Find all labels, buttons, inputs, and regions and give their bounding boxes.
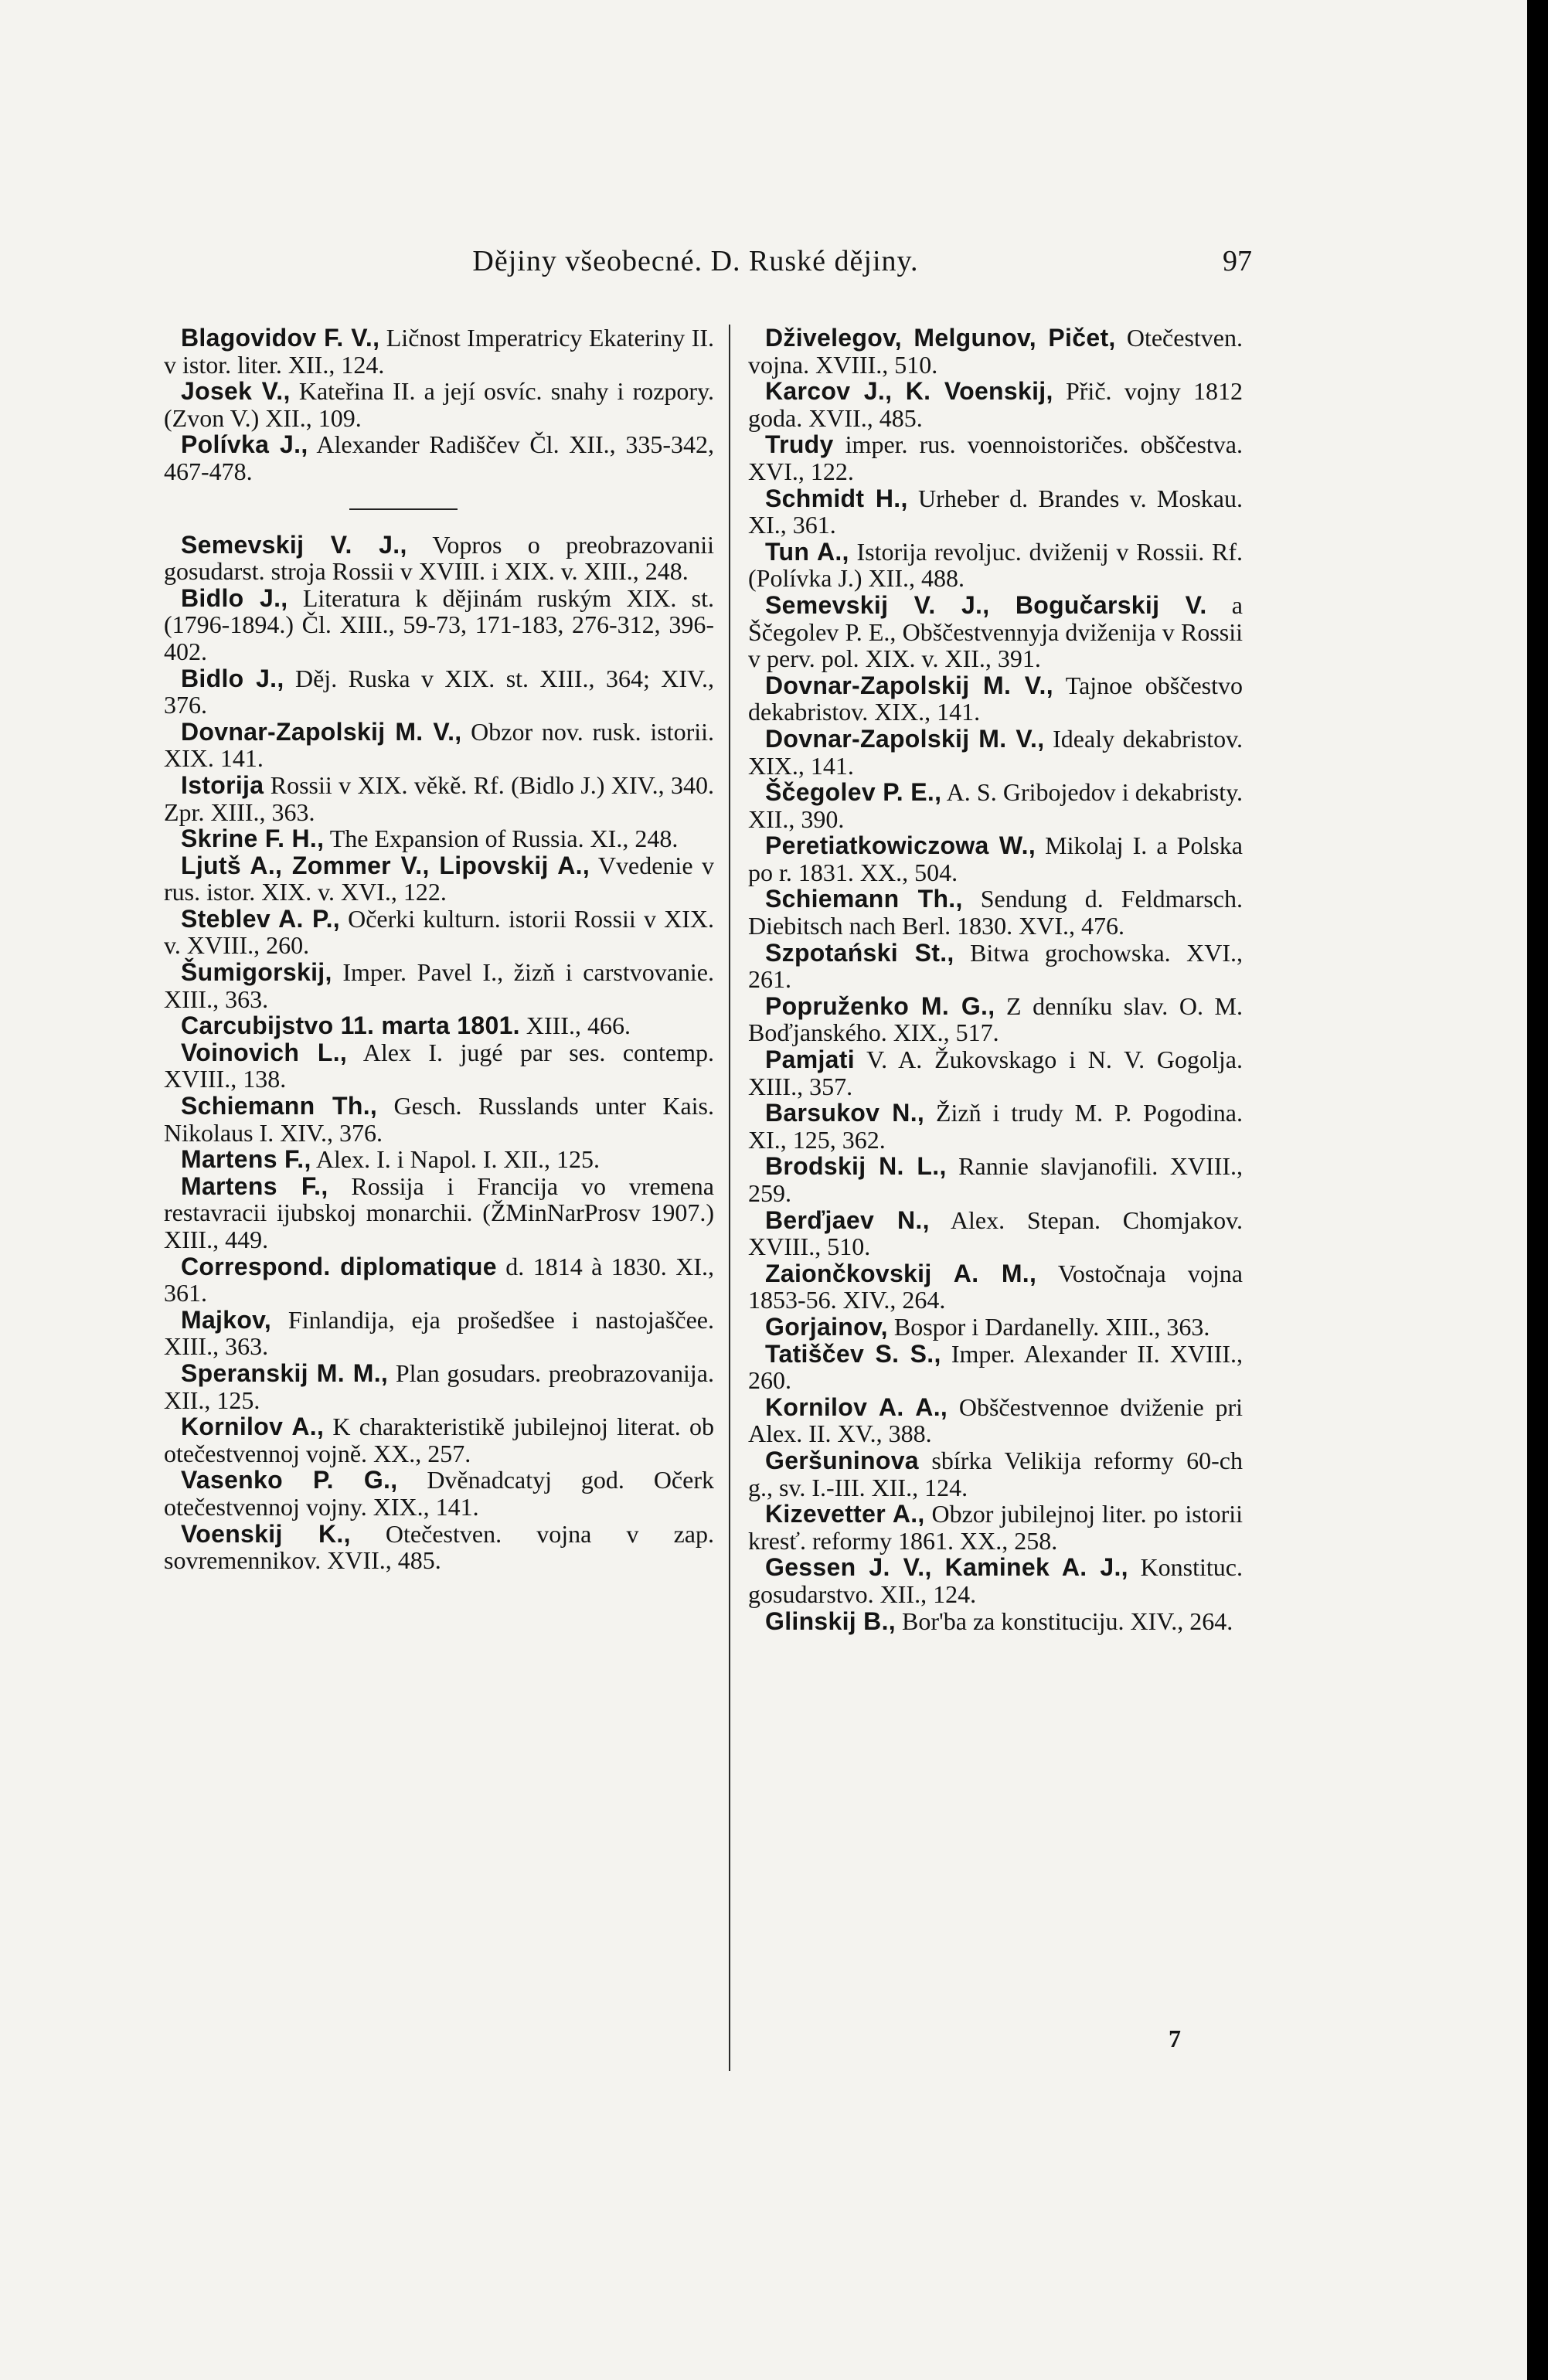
entry-citation: Obzor nov. rusk. istorii. XIX. 141. xyxy=(164,717,715,773)
bibliography-entry xyxy=(748,726,1243,779)
entry-citation: Finlandija, eja prošedšee i nastojaščee. XIII., 363. xyxy=(164,1305,714,1361)
bibliography-entry xyxy=(748,1341,1243,1394)
entry-citation: Očerki kulturn. istorii Rossii v XIX. v. XVIII., 260. xyxy=(164,904,715,960)
entry-citation: Urheber d. Brandes v. Moskau. XI., 361. xyxy=(748,484,1244,539)
bibliography-entry xyxy=(748,993,1243,1046)
entry-author: Geršuninova xyxy=(765,1446,919,1474)
entry-citation: Alex. Stepan. Chomjakov. XVIII., 510. xyxy=(748,1205,1243,1261)
bibliography-entry xyxy=(164,1467,714,1520)
entry-citation: Alex I. jugé par ses. contemp. XVIII., 138. xyxy=(164,1038,715,1093)
left-column-bottom-entries xyxy=(164,532,714,1574)
bibliography-entry xyxy=(164,825,714,852)
entry-author: Pamjati xyxy=(765,1046,855,1074)
entry-author: Voinovich L., xyxy=(181,1038,348,1066)
bibliography-entry xyxy=(748,1046,1243,1100)
bibliography-entry xyxy=(164,906,714,959)
bibliography-entry xyxy=(748,1207,1243,1260)
entry-citation: Bor'ba za konstituciju. XIV., 264. xyxy=(895,1606,1233,1635)
entry-author: Blagovidov F. V., xyxy=(181,324,380,352)
entry-author: Šumigorskij, xyxy=(181,958,332,987)
entry-author: Trudy xyxy=(765,430,834,459)
bibliography-entry xyxy=(748,886,1243,939)
page-number: 97 xyxy=(1223,245,1252,277)
entry-author: Gessen J. V., Kaminek A. J., xyxy=(765,1553,1128,1582)
entry-author: Josek V., xyxy=(181,377,291,406)
bibliography-entry xyxy=(164,1521,714,1574)
column-divider xyxy=(729,325,730,2071)
entry-author: Kornilov A., xyxy=(181,1413,325,1441)
entry-citation: Idealy dekabristov. XIX., 141. xyxy=(748,724,1244,780)
entry-author: Dovnar-Zapolskij M. V., xyxy=(181,717,462,746)
entry-citation: Obzor jubilejnoj liter. po istorii kresť. reformy 1861. XX., 258. xyxy=(748,1500,1244,1555)
bibliography-entry xyxy=(748,1608,1243,1635)
entry-citation: The Expansion of Russia. XI., 248. xyxy=(324,824,679,853)
entry-citation: Rossii v XIX. věkě. Rf. (Bidlo J.) XIV., 340. Zpr. XIII., 363. xyxy=(164,770,714,826)
entry-author: Dovnar-Zapolskij M. V., xyxy=(765,724,1045,753)
entry-citation: Mikolaj I. a Polska po r. 1831. XX., 504. xyxy=(748,831,1243,886)
entry-citation: Z denníku slav. O. M. Boďjanského. XIX., 517. xyxy=(748,991,1244,1047)
entry-citation: Rossija i Francija vo vremena restavracii ijubskoj monarchii. (ŽMinNarProsv 1907.) XIII., 449. xyxy=(164,1171,714,1253)
entry-author: Schiemann Th., xyxy=(181,1092,378,1120)
header-title: Dějiny všeobecné. D. Ruské dějiny. xyxy=(472,245,919,277)
entry-author: Zaiončkovskij A. M., xyxy=(765,1259,1037,1287)
entry-citation: Sendung d. Feldmarsch. Diebitsch nach Berl. 1830. XVI., 476. xyxy=(748,885,1244,940)
entry-citation: A. S. Gribojedov i dekabristy. XII., 390. xyxy=(748,778,1244,833)
bibliography-entry xyxy=(748,779,1243,832)
entry-citation: Literatura k dějinám ruským XIX. st. (1796-1894.) Čl. XIII., 59-73, 171-183, 276-312, 396-402. xyxy=(164,583,714,665)
entry-author: Skrine F. H., xyxy=(181,824,325,853)
entry-author: Istorija xyxy=(181,770,264,799)
bibliography-entry xyxy=(164,431,714,484)
bibliography-entry xyxy=(748,1394,1243,1447)
bibliography-entry xyxy=(748,1153,1243,1206)
entry-citation: Plan gosudars. preobrazovanija. XII., 125. xyxy=(164,1358,714,1414)
entry-author: Tun A., xyxy=(765,537,849,566)
entry-citation: Bospor i Dardanelly. XIII., 363. xyxy=(887,1312,1210,1341)
bibliography-entry xyxy=(748,1554,1243,1607)
entry-citation: Vostočnaja vojna 1853-56. XIV., 264. xyxy=(748,1259,1244,1314)
entry-citation: Bitwa grochowska. XVI., 261. xyxy=(748,938,1244,994)
entry-author: Brodskij N. L., xyxy=(765,1152,947,1181)
entry-author: Glinskij B., xyxy=(765,1606,896,1635)
left-column-top-entries xyxy=(164,325,714,485)
entry-author: Schiemann Th., xyxy=(765,885,963,913)
bibliography-entry xyxy=(164,325,714,378)
right-column-entries xyxy=(748,325,1243,1634)
entry-citation: Dvěnadcatyj god. Očerk otečestvennoj vojny. XIX., 141. xyxy=(164,1466,714,1521)
entry-author: Szpotański St., xyxy=(765,938,954,967)
bibliography-entry xyxy=(748,431,1243,484)
entry-citation: K charakteristikě jubilejnoj literat. ob otečestvennoj vojně. XX., 257. xyxy=(164,1413,715,1467)
entry-author: Vasenko P. G., xyxy=(181,1466,398,1494)
bibliography-entry xyxy=(748,325,1243,378)
bibliography-entry xyxy=(164,959,714,1012)
bibliography-entry xyxy=(164,1039,714,1093)
entry-citation: a Ščegolev P. E., Obščestvennyja dviženija v Rossii v perv. pol. XIX. v. XII., 391. xyxy=(748,590,1243,673)
entry-citation: XIII., 466. xyxy=(519,1012,631,1040)
entry-author: Semevskij V. J., Bogučarskij V. xyxy=(765,590,1207,619)
bibliography-entry xyxy=(748,940,1243,993)
entry-author: Barsukov N., xyxy=(765,1099,925,1127)
left-column xyxy=(164,325,714,1574)
entry-citation: d. 1814 à 1830. XI., 361. xyxy=(164,1252,715,1307)
entry-author: Peretiatkowiczowa W., xyxy=(765,831,1036,860)
bibliography-entry xyxy=(164,772,714,825)
entry-author: Schmidt H., xyxy=(765,484,908,512)
section-separator-rule xyxy=(349,508,458,510)
entry-citation: Vopros o preobrazovanii gosudarst. stroja Rossii v XVIII. i XIX. v. XIII., 248. xyxy=(164,530,714,586)
entry-author: Correspond. diplomatique xyxy=(181,1252,497,1280)
bibliography-entry xyxy=(164,719,714,772)
entry-author: Bidlo J., xyxy=(181,583,288,612)
entry-citation: Přič. vojny 1812 goda. XVII., 485. xyxy=(748,377,1243,432)
entry-citation: Děj. Ruska v XIX. st. XIII., 364; XIV., 376. xyxy=(164,664,715,719)
bibliography-entry xyxy=(164,1413,714,1467)
entry-citation: Imper. Alexander II. XVIII., 260. xyxy=(748,1339,1244,1395)
bibliography-entry xyxy=(748,485,1243,539)
bibliography-entry xyxy=(748,1447,1243,1501)
entry-citation: Ličnost Imperatricy Ekateriny II. v istor. liter. XII., 124. xyxy=(164,324,714,379)
entry-citation: Istorija revoljuc. dviženij v Rossii. Rf. (Polívka J.) XII., 488. xyxy=(748,537,1244,593)
entry-citation: V. A. Žukovskago i N. V. Gogolja. XIII., 357. xyxy=(748,1046,1243,1100)
entry-citation: Konstituc. gosudarstvo. XII., 124. xyxy=(748,1553,1244,1608)
bibliography-entry xyxy=(164,1307,714,1360)
entry-author: Voenskij K., xyxy=(181,1519,351,1548)
bibliography-entry xyxy=(164,1360,714,1413)
bibliography-entry xyxy=(164,378,714,431)
bibliography-entry xyxy=(748,1260,1243,1314)
bibliography-entry xyxy=(164,1173,714,1253)
entry-author: Gorjainov, xyxy=(765,1312,888,1341)
bibliography-entry xyxy=(164,1253,714,1307)
entry-author: Ščegolev P. E., xyxy=(765,778,942,807)
bibliography-entry xyxy=(748,1100,1243,1153)
entry-citation: Otečestven. vojna. XVIII., 510. xyxy=(748,324,1243,379)
running-header xyxy=(139,244,1252,283)
entry-author: Speranskij M. M., xyxy=(181,1358,389,1387)
entry-author: Dovnar-Zapolskij M. V., xyxy=(765,671,1053,699)
bibliography-entry xyxy=(164,585,714,665)
bibliography-entry xyxy=(748,832,1243,886)
entry-citation: Tajnoe obščestvo dekabristov. XIX., 141. xyxy=(748,671,1244,726)
entry-citation: Rannie slavjanofili. XVIII., 259. xyxy=(748,1152,1244,1207)
bibliography-entry xyxy=(748,1501,1243,1554)
entry-author: Martens F., xyxy=(181,1145,311,1174)
entry-citation: Kateřina II. a její osvíc. snahy i rozpory. (Zvon V.) XII., 109. xyxy=(164,377,714,432)
entry-author: Carcubijstvo 11. marta 1801. xyxy=(181,1012,520,1040)
entry-citation: Žizň i trudy M. P. Pogodina. XI., 125, 362. xyxy=(748,1099,1244,1154)
entry-author: Berďjaev N., xyxy=(765,1205,930,1234)
signature-mark: 7 xyxy=(1169,2025,1181,2052)
entry-author: Kizevetter A., xyxy=(765,1500,925,1528)
bibliography-entry xyxy=(164,665,714,719)
entry-citation: Obščestvennoe dviženie pri Alex. II. XV., 388. xyxy=(748,1392,1244,1448)
entry-author: Popruženko M. G., xyxy=(765,991,995,1020)
entry-author: Ljutš A., Zommer V., Lipovskij A., xyxy=(181,851,590,879)
entry-author: Karcov J., K. Voenskij, xyxy=(765,377,1053,406)
entry-citation: Gesch. Russlands unter Kais. Nikolaus I. XIV., 376. xyxy=(164,1092,715,1147)
entry-author: Tatiščev S. S., xyxy=(765,1339,941,1368)
entry-author: Martens F., xyxy=(181,1171,328,1200)
bibliography-entry xyxy=(748,539,1243,592)
entry-author: Bidlo J., xyxy=(181,664,284,692)
bibliography-entry xyxy=(748,1314,1243,1341)
entry-citation: sbírka Velikija reformy 60-ch g., sv. I.-III. XII., 124. xyxy=(748,1446,1243,1501)
entry-author: Majkov, xyxy=(181,1305,272,1334)
entry-author: Kornilov A. A., xyxy=(765,1392,948,1421)
entry-author: Dživelegov, Melgunov, Pičet, xyxy=(765,324,1116,352)
bibliography-entry xyxy=(164,532,714,585)
bibliography-entry xyxy=(164,852,714,906)
entry-author: Steblev A. P., xyxy=(181,904,340,933)
entry-citation: Vvedenie v rus. istor. XIX. v. XVI., 122. xyxy=(164,851,714,906)
entry-citation: imper. rus. voennoistoričes. obščestva. XVI., 122. xyxy=(748,430,1243,485)
entry-citation: Otečestven. vojna v zap. sovremennikov. XVII., 485. xyxy=(164,1519,714,1575)
bibliography-entry xyxy=(748,378,1243,431)
entry-citation: Imper. Pavel I., žizň i carstvovanie. XIII., 363. xyxy=(164,958,714,1013)
bibliography-entry xyxy=(748,592,1243,672)
entry-citation: Alexander Radiščev Čl. XII., 335-342, 467-478. xyxy=(164,430,714,485)
entry-author: Polívka J., xyxy=(181,430,308,459)
bibliography-entry xyxy=(164,1146,714,1173)
entry-citation: Alex. I. i Napol. I. XII., 125. xyxy=(311,1145,600,1174)
bibliography-entry xyxy=(748,672,1243,726)
entry-author: Semevskij V. J., xyxy=(181,530,407,559)
bibliography-entry xyxy=(164,1093,714,1146)
bibliography-entry xyxy=(164,1012,714,1039)
right-column xyxy=(748,325,1243,1634)
